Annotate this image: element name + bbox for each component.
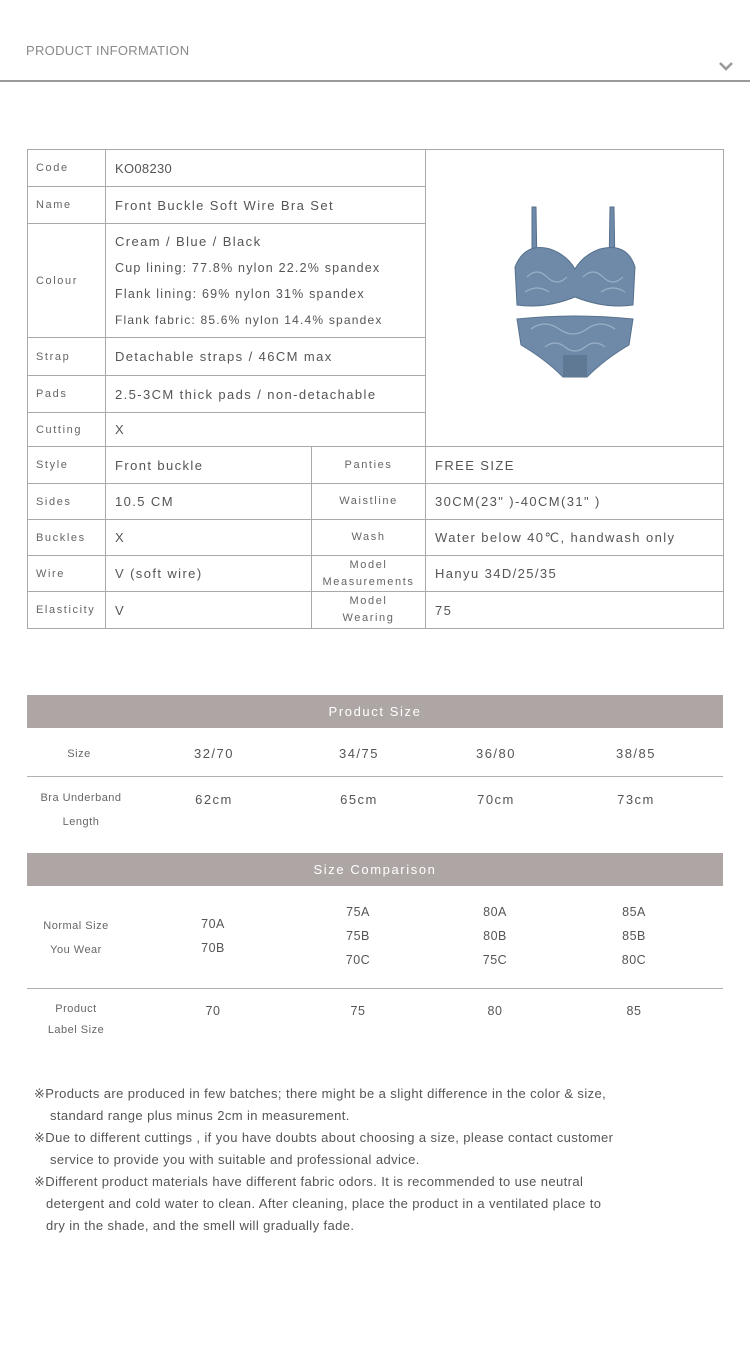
normal-size-label-line2: You Wear — [50, 944, 102, 956]
normal-col-4-row-1: 85A — [622, 905, 646, 919]
size-label: Size — [67, 748, 91, 760]
divider — [27, 988, 723, 989]
product-spec-table — [27, 446, 724, 629]
waistline-label: Waistline — [312, 484, 426, 520]
divider — [27, 776, 723, 777]
label-size-col-3: 80 — [487, 1004, 503, 1018]
pads-value: 2.5-3CM thick pads / non-detachable — [106, 376, 426, 413]
elasticity-label: Elasticity — [28, 592, 106, 629]
model-measurements-label — [312, 556, 426, 592]
underband-col-2: 65cm — [340, 792, 378, 807]
page-header-title: PRODUCT INFORMATION — [26, 43, 190, 58]
label-size-label-line1: Product — [55, 1003, 97, 1015]
normal-col-2-row-2: 75B — [346, 929, 370, 943]
normal-col-1-row-1: 70A — [201, 917, 225, 931]
product-size-header: Product Size — [27, 695, 723, 728]
normal-col-3-row-2: 80B — [483, 929, 507, 943]
normal-col-2-row-3: 70C — [345, 953, 371, 967]
note-3-line-1: ※Different product materials have different fabric odors. It is recommended to use neutral — [34, 1174, 584, 1189]
label-size-label-line2: Label Size — [47, 1024, 105, 1036]
size-col-1: 32/70 — [193, 746, 235, 761]
waistline-value: 30CM(23" )-40CM(31" ) — [426, 484, 724, 520]
panties-label: Panties — [312, 447, 426, 484]
code-label: Code — [28, 150, 106, 187]
normal-col-1-row-2: 70B — [201, 941, 225, 955]
wash-label: Wash — [312, 520, 426, 556]
colour-value — [106, 224, 426, 338]
colour-label: Colour — [28, 224, 106, 338]
normal-col-3-row-1: 80A — [483, 905, 507, 919]
normal-col-4-row-2: 85B — [622, 929, 646, 943]
buckles-value: X — [106, 520, 312, 556]
strap-value: Detachable straps / 46CM max — [106, 338, 426, 376]
notes-section — [34, 1083, 724, 1237]
underband-col-4: 73cm — [617, 792, 655, 807]
model-wearing-value: 75 — [426, 592, 724, 629]
size-comparison-header: Size Comparison — [27, 853, 723, 886]
sides-label: Sides — [28, 484, 106, 520]
buckles-label: Buckles — [28, 520, 106, 556]
underband-label-line1: Bra Underband — [40, 792, 122, 804]
colour-options: Cream / Blue / Black — [115, 233, 262, 249]
chevron-down-icon[interactable] — [717, 59, 735, 73]
note-2-line-2: service to provide you with suitable and professional advice. — [50, 1152, 420, 1167]
style-label: Style — [28, 447, 106, 484]
note-1-line-1: ※Products are produced in few batches; there might be a slight difference in the color & size, — [34, 1086, 607, 1101]
product-image-cell — [426, 150, 724, 447]
normal-col-3-row-3: 75C — [482, 953, 508, 967]
name-label: Name — [28, 187, 106, 224]
label-size-col-1: 70 — [205, 1004, 221, 1018]
wash-value: Water below 40℃, handwash only — [426, 520, 724, 556]
header-divider — [0, 80, 750, 82]
note-1-line-2: standard range plus minus 2cm in measurement. — [50, 1108, 350, 1123]
size-col-2: 34/75 — [338, 746, 380, 761]
wire-label: Wire — [28, 556, 106, 592]
cup-lining: Cup lining: 77.8% nylon 22.2% spandex — [115, 260, 381, 275]
model-wearing-label-line1: Model — [349, 595, 388, 607]
model-measurements-value: Hanyu 34D/25/35 — [426, 556, 724, 592]
strap-label: Strap — [28, 338, 106, 376]
note-3-line-2: detergent and cold water to clean. After cleaning, place the product in a ventilated place to — [46, 1196, 602, 1211]
normal-size-label-line1: Normal Size — [43, 920, 109, 932]
underband-label-line2: Length — [62, 816, 100, 828]
model-measurements-label-line2: Measurements — [322, 575, 415, 588]
code-value: KO08230 — [106, 150, 426, 187]
note-3-line-3: dry in the shade, and the smell will gradually fade. — [46, 1218, 355, 1233]
cutting-value: X — [106, 413, 426, 447]
style-value: Front buckle — [106, 447, 312, 484]
pads-label: Pads — [28, 376, 106, 413]
sides-value: 10.5 CM — [106, 484, 312, 520]
underband-col-3: 70cm — [477, 792, 515, 807]
note-2-line-1: ※Due to different cuttings , if you have doubts about choosing a size, please contact customer — [34, 1130, 614, 1145]
wire-value: V (soft wire) — [106, 556, 312, 592]
model-measurements-label-line1: Model — [349, 558, 388, 571]
normal-col-2-row-1: 75A — [346, 905, 370, 919]
size-col-4: 38/85 — [615, 746, 657, 761]
label-size-col-2: 75 — [350, 1004, 366, 1018]
underband-col-1: 62cm — [195, 792, 233, 807]
name-value: Front Buckle Soft Wire Bra Set — [106, 187, 426, 224]
flank-fabric: Flank fabric: 85.6% nylon 14.4% spandex — [115, 312, 383, 327]
product-image — [505, 197, 645, 397]
product-info-table — [27, 149, 724, 447]
cutting-label: Cutting — [28, 413, 106, 447]
elasticity-value: V — [106, 592, 312, 629]
label-size-col-4: 85 — [626, 1004, 642, 1018]
model-wearing-label — [312, 592, 426, 629]
normal-col-4-row-3: 80C — [621, 953, 647, 967]
flank-lining: Flank lining: 69% nylon 31% spandex — [115, 286, 365, 301]
panties-value: FREE SIZE — [426, 447, 724, 484]
model-wearing-label-line2: Wearing — [342, 612, 395, 624]
size-col-3: 36/80 — [475, 746, 517, 761]
